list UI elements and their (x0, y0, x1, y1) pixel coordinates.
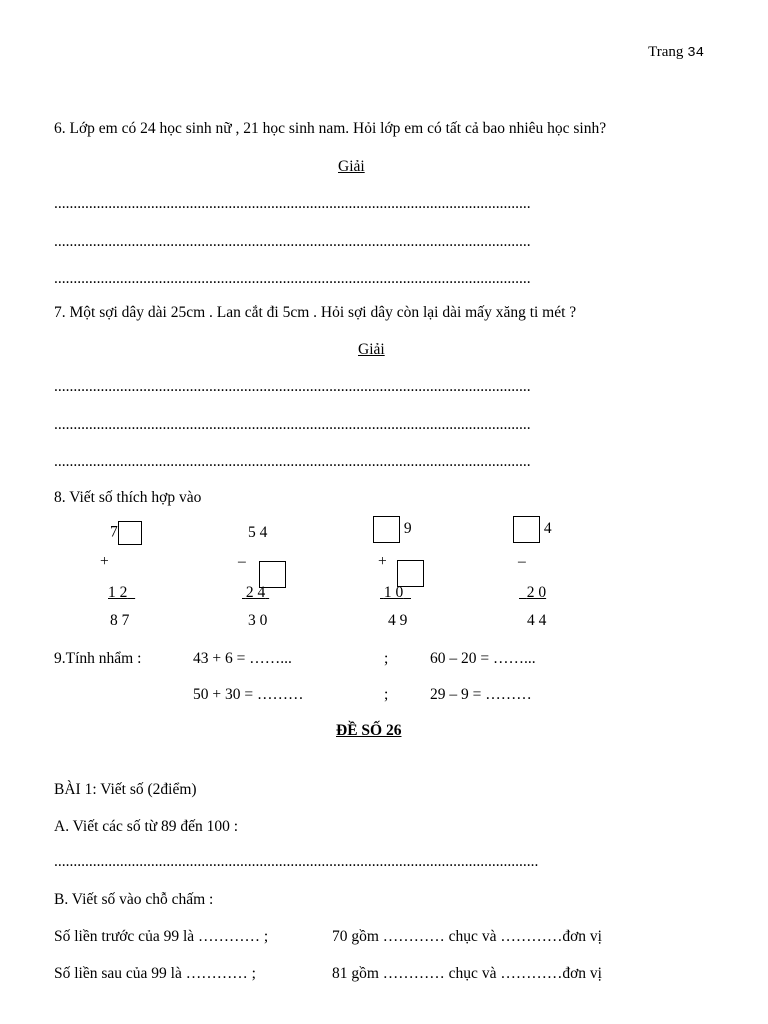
answer-line: ........................................................................................................................... (54, 378, 531, 395)
part-b-row-1-right: 70 gồm ………… chục và …………đơn vị (332, 928, 602, 945)
problem-4-top-digit: 4 (543, 520, 552, 538)
part-b-row-1-left: Số liền trước của 99 là ………… ; (54, 928, 269, 945)
problem-2-top: 5 4 (248, 524, 268, 541)
answer-box[interactable] (118, 521, 142, 545)
page-header (648, 44, 704, 61)
problem-4-result: 4 4 (527, 612, 547, 629)
problem-3-second (380, 584, 411, 602)
mental-math-expression: 29 – 9 = ……… (430, 686, 532, 703)
problem-3-top (373, 516, 412, 543)
separator: ; (384, 650, 389, 667)
problem-1-operator: + (100, 553, 109, 570)
problem-4-second-digits: 2 0 (526, 584, 547, 601)
problem-1-top-digit: 7 (110, 523, 118, 541)
part-a-text: A. Viết các số từ 89 đến 100 : (54, 818, 239, 835)
problem-3-second-digits: 1 0 (383, 584, 404, 601)
problem-4-second (519, 584, 546, 602)
question-6-solution-label: Giải (338, 158, 365, 175)
problem-2-operator: – (238, 553, 246, 570)
answer-box[interactable] (373, 516, 400, 543)
problem-1-second (108, 584, 135, 602)
problem-3-operator: + (378, 553, 387, 570)
answer-line: ........................................................................................................................... (54, 416, 531, 433)
problem-4-operator: – (518, 553, 526, 570)
problem-2-second (242, 584, 269, 602)
mental-math-expression: 60 – 20 = ……... (430, 650, 536, 667)
question-8-text: 8. Viết số thích hợp vào (54, 489, 202, 506)
page-label: Trang (648, 44, 684, 60)
problem-3-top-digit: 9 (403, 520, 412, 538)
problem-2-result: 3 0 (248, 612, 268, 629)
answer-line: ........................................................................................................................... (54, 233, 531, 250)
question-7-solution-label: Giải (358, 341, 385, 358)
problem-1-top (110, 521, 142, 545)
part-b-text: B. Viết số vào chỗ chấm : (54, 891, 214, 908)
part-b-row-2-right: 81 gồm ………… chục và …………đơn vị (332, 965, 602, 982)
answer-box[interactable] (397, 560, 424, 587)
answer-box[interactable] (513, 516, 540, 543)
separator: ; (384, 686, 389, 703)
answer-line: ........................................................................................................................... (54, 270, 531, 287)
problem-1-result: 8 7 (110, 612, 130, 629)
answer-line: ............................................................................................................................. (54, 853, 539, 870)
problem-3-result: 4 9 (388, 612, 408, 629)
problem-3-answer-box[interactable] (397, 560, 424, 587)
question-7-text: 7. Một sợi dây dài 25cm . Lan cắt đi 5cm . Hỏi sợi dây còn lại dài mấy xăng ti mét ? (54, 304, 577, 321)
mental-math-expression: 50 + 30 = ……… (193, 686, 304, 703)
answer-line: ........................................................................................................................... (54, 453, 531, 470)
answer-line: ........................................................................................................................... (54, 195, 531, 212)
page-number: 34 (687, 45, 704, 61)
exam-title: ĐỀ SỐ 26 (336, 722, 402, 739)
exercise-1-title: BÀI 1: Viết số (2điểm) (54, 781, 197, 798)
problem-4-top (513, 516, 552, 543)
problem-1-second-digits: 1 2 (108, 584, 128, 601)
mental-math-expression: 43 + 6 = ……... (193, 650, 292, 667)
question-6-text: 6. Lớp em có 24 học sinh nữ , 21 học sinh nam. Hỏi lớp em có tất cả bao nhiêu học sinh? (54, 120, 607, 137)
question-9-label: 9.Tính nhẩm : (54, 650, 142, 667)
part-b-row-2-left: Số liền sau của 99 là ………… ; (54, 965, 256, 982)
problem-2-second-digits: 2 4 (245, 584, 266, 601)
